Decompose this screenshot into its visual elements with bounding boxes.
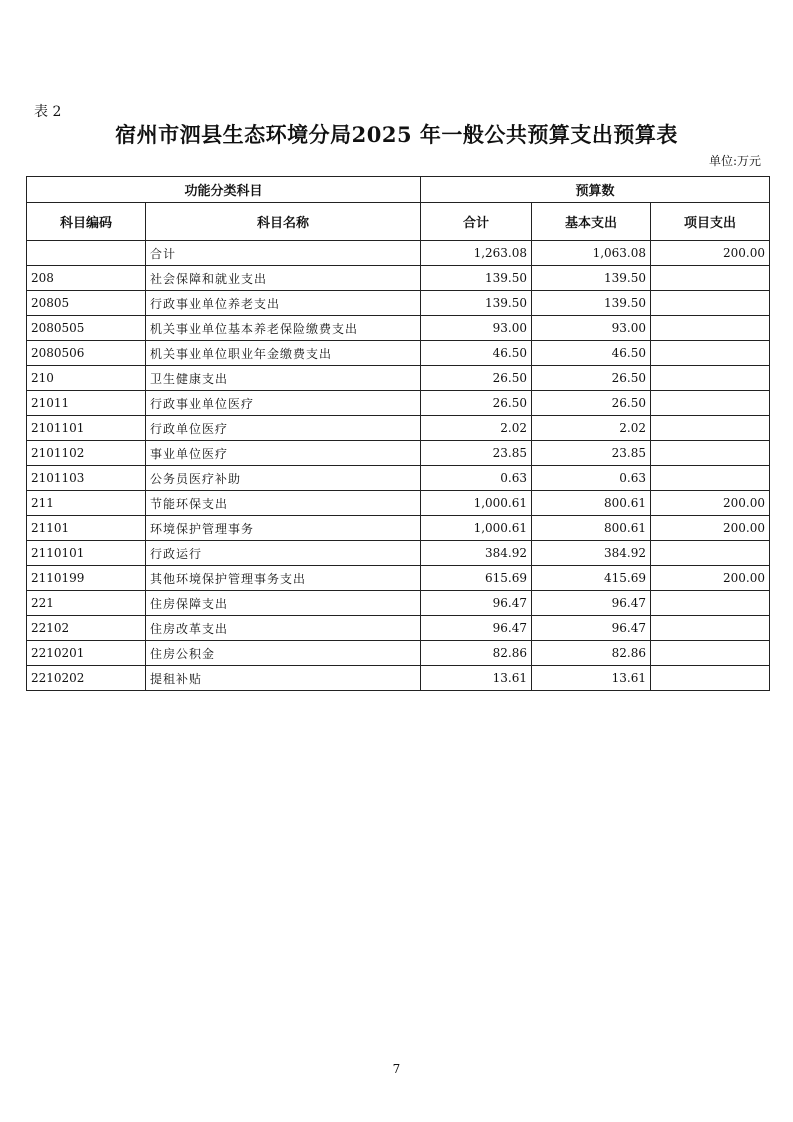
cell-basic: 2.02 — [532, 416, 651, 441]
table-row — [27, 241, 770, 266]
table-row — [27, 391, 770, 416]
cell-name: 提租补贴 — [146, 666, 421, 691]
cell-project: 200.00 — [651, 566, 770, 591]
table-row — [27, 566, 770, 591]
cell-total: 384.92 — [421, 541, 532, 566]
table-row — [27, 266, 770, 291]
cell-project — [651, 666, 770, 691]
cell-code: 210 — [27, 366, 146, 391]
cell-basic: 46.50 — [532, 341, 651, 366]
cell-code: 2101101 — [27, 416, 146, 441]
table-row — [27, 316, 770, 341]
table-row — [27, 541, 770, 566]
table-row — [27, 666, 770, 691]
cell-project: 200.00 — [651, 241, 770, 266]
header-budget-amount: 预算数 — [421, 177, 770, 203]
table-row — [27, 466, 770, 491]
cell-basic: 13.61 — [532, 666, 651, 691]
cell-name: 公务员医疗补助 — [146, 466, 421, 491]
cell-name: 住房保障支出 — [146, 591, 421, 616]
cell-basic: 139.50 — [532, 291, 651, 316]
table-row — [27, 641, 770, 666]
cell-code: 2110101 — [27, 541, 146, 566]
cell-code: 211 — [27, 491, 146, 516]
cell-project: 200.00 — [651, 516, 770, 541]
table-row — [27, 291, 770, 316]
cell-name: 社会保障和就业支出 — [146, 266, 421, 291]
document-title: 宿州市泗县生态环境分局2025 年一般公共预算支出预算表 — [115, 122, 678, 147]
cell-total: 93.00 — [421, 316, 532, 341]
cell-code: 2101102 — [27, 441, 146, 466]
cell-total: 0.63 — [421, 466, 532, 491]
cell-total: 615.69 — [421, 566, 532, 591]
cell-basic: 82.86 — [532, 641, 651, 666]
table-body — [27, 241, 770, 691]
cell-basic: 800.61 — [532, 516, 651, 541]
table-row — [27, 341, 770, 366]
cell-project — [651, 316, 770, 341]
cell-code — [27, 241, 146, 266]
cell-name: 其他环境保护管理事务支出 — [146, 566, 421, 591]
cell-total: 2.02 — [421, 416, 532, 441]
cell-code: 208 — [27, 266, 146, 291]
cell-total: 96.47 — [421, 591, 532, 616]
cell-name: 机关事业单位职业年金缴费支出 — [146, 341, 421, 366]
header-total: 合计 — [421, 203, 532, 241]
cell-project — [651, 441, 770, 466]
cell-basic: 96.47 — [532, 616, 651, 641]
cell-basic: 139.50 — [532, 266, 651, 291]
cell-name: 行政事业单位医疗 — [146, 391, 421, 416]
cell-total: 26.50 — [421, 366, 532, 391]
header-project: 项目支出 — [651, 203, 770, 241]
cell-total: 26.50 — [421, 391, 532, 416]
cell-total: 139.50 — [421, 291, 532, 316]
cell-basic: 96.47 — [532, 591, 651, 616]
cell-code: 2110199 — [27, 566, 146, 591]
cell-project — [651, 366, 770, 391]
cell-project: 200.00 — [651, 491, 770, 516]
table-row — [27, 441, 770, 466]
cell-project — [651, 341, 770, 366]
cell-name: 住房公积金 — [146, 641, 421, 666]
cell-name: 行政事业单位养老支出 — [146, 291, 421, 316]
cell-code: 21101 — [27, 516, 146, 541]
cell-name: 环境保护管理事务 — [146, 516, 421, 541]
cell-project — [651, 391, 770, 416]
cell-basic: 26.50 — [532, 366, 651, 391]
table-row — [27, 591, 770, 616]
cell-total: 96.47 — [421, 616, 532, 641]
cell-code: 2080505 — [27, 316, 146, 341]
cell-code: 2080506 — [27, 341, 146, 366]
cell-project — [651, 266, 770, 291]
page-number: 7 — [392, 1062, 401, 1076]
cell-total: 1,000.61 — [421, 491, 532, 516]
table-row — [27, 516, 770, 541]
cell-project — [651, 591, 770, 616]
cell-name: 行政单位医疗 — [146, 416, 421, 441]
cell-name: 住房改革支出 — [146, 616, 421, 641]
cell-project — [651, 616, 770, 641]
cell-total: 46.50 — [421, 341, 532, 366]
cell-code: 21011 — [27, 391, 146, 416]
cell-project — [651, 641, 770, 666]
header-code: 科目编码 — [27, 203, 146, 241]
cell-code: 22102 — [27, 616, 146, 641]
cell-basic: 384.92 — [532, 541, 651, 566]
cell-basic: 0.63 — [532, 466, 651, 491]
cell-name: 合计 — [146, 241, 421, 266]
cell-total: 139.50 — [421, 266, 532, 291]
cell-total: 1,263.08 — [421, 241, 532, 266]
cell-total: 23.85 — [421, 441, 532, 466]
cell-code: 2210201 — [27, 641, 146, 666]
cell-basic: 93.00 — [532, 316, 651, 341]
cell-code: 2101103 — [27, 466, 146, 491]
cell-project — [651, 416, 770, 441]
cell-name: 行政运行 — [146, 541, 421, 566]
cell-project — [651, 541, 770, 566]
header-column-row — [27, 203, 770, 241]
cell-code: 2210202 — [27, 666, 146, 691]
cell-total: 13.61 — [421, 666, 532, 691]
cell-basic: 415.69 — [532, 566, 651, 591]
cell-project — [651, 291, 770, 316]
cell-code: 221 — [27, 591, 146, 616]
cell-code: 20805 — [27, 291, 146, 316]
table-row — [27, 491, 770, 516]
cell-basic: 1,063.08 — [532, 241, 651, 266]
cell-basic: 26.50 — [532, 391, 651, 416]
table-row — [27, 366, 770, 391]
cell-basic: 23.85 — [532, 441, 651, 466]
cell-name: 节能环保支出 — [146, 491, 421, 516]
table-row — [27, 416, 770, 441]
header-basic: 基本支出 — [532, 203, 651, 241]
cell-project — [651, 466, 770, 491]
header-group-row — [27, 177, 770, 203]
cell-name: 卫生健康支出 — [146, 366, 421, 391]
table-label: 表 2 — [34, 104, 62, 120]
cell-basic: 800.61 — [532, 491, 651, 516]
budget-table — [26, 176, 770, 691]
cell-name: 事业单位医疗 — [146, 441, 421, 466]
cell-total: 1,000.61 — [421, 516, 532, 541]
unit-label: 单位:万元 — [708, 154, 761, 168]
cell-total: 82.86 — [421, 641, 532, 666]
header-function-classification: 功能分类科目 — [27, 177, 421, 203]
table-row — [27, 616, 770, 641]
header-name: 科目名称 — [146, 203, 421, 241]
cell-name: 机关事业单位基本养老保险缴费支出 — [146, 316, 421, 341]
